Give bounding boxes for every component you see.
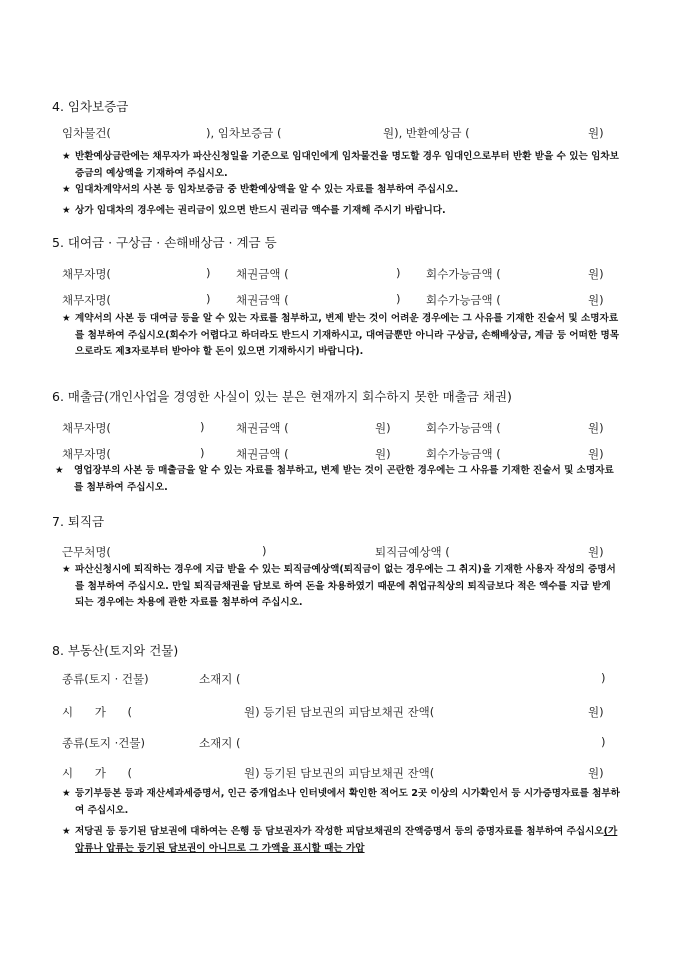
s5-row1-debtor: 채무자명( — [62, 267, 111, 281]
s8-price-1: 시 가 ( — [62, 705, 133, 719]
s5-row2-close: ) — [206, 292, 211, 306]
s6-row2-recover: 회수가능금액 ( — [426, 447, 501, 461]
s5-row1-recover: 회수가능금액 ( — [426, 267, 501, 281]
s8-note-1: ★ 등기부등본 등과 재산세과세증명서, 인근 중개업소나 인터넷에서 확인한 적어도 2곳 이상의 시가확인서 등 시가증명자료를 첨부하여 주십시오. — [62, 788, 620, 816]
s6-note: ★ 영업장부의 사본 등 매출금을 알 수 있는 자료를 첨부하고, 변제 받는 것이 곤란한 경우에는 그 사유를 기재한 진술서 및 소명자료를 첨부하여 주십시오. — [55, 465, 614, 493]
section-6-title: 6. 매출금(개인사업을 경영한 사실이 있는 분은 현재까지 회수하지 못한 매출금 채권) — [52, 389, 512, 404]
s5-row2-claim: 채권금액 ( — [236, 293, 289, 307]
s8-secured-1: 원) 등기된 담보권의 피담보채권 잔액( — [244, 705, 435, 719]
section-7-title: 7. 퇴직금 — [52, 514, 105, 529]
s6-row2-close: ) — [200, 446, 205, 460]
star-icon: ★ — [55, 465, 64, 476]
section-5-title: 5. 대여금 · 구상금 · 손해배상금 · 계금 등 — [52, 235, 277, 250]
s4-field-won: 원) — [588, 126, 604, 140]
s6-row2-claim: 채권금액 ( — [236, 447, 289, 461]
s6-row1-won: 원) — [375, 421, 391, 435]
star-icon: ★ — [62, 184, 71, 195]
star-icon: ★ — [62, 151, 71, 162]
s4-field-deposit: ), 임차보증금 ( — [206, 126, 282, 140]
s8-price-2: 시 가 ( — [62, 766, 133, 780]
section-8-title: 8. 부동산(토지와 건물) — [52, 643, 179, 658]
s6-row1-won2: 원) — [588, 421, 604, 435]
s5-row2-close2: ) — [396, 292, 401, 306]
s6-row2-won: 원) — [375, 447, 391, 461]
s8-location-2-close: ) — [601, 735, 606, 749]
s8-kind-2: 종류(토지 ·건물) — [62, 736, 145, 750]
s8-note-2-underlined: (가압류나 압류는 등기된 담보권이 아니므로 그 가액을 표시할 때는 가압 — [75, 826, 618, 854]
s5-row1-claim: 채권금액 ( — [236, 267, 289, 281]
s5-row1-close2: ) — [396, 266, 401, 280]
s5-row2-debtor: 채무자명( — [62, 293, 111, 307]
s8-kind-1: 종류(토지 · 건물) — [62, 672, 149, 686]
s7-note: ★ 파산신청시에 퇴직하는 경우에 지급 받을 수 있는 퇴직금예상액(퇴직금이 없는 경우에는 그 취지)을 기재한 사용자 작성의 증명서를 첨부하여 주십시오. 만일 퇴직금채권을 담보로 하여 돈을 차용하였기 때문에 취업규칙상의 퇴직금보다 적은 액수를 지급 받게 되는 경우에는 차용에 관한 자료를 첨부하여 주십시오. — [62, 564, 616, 609]
s5-row1-won: 원) — [588, 267, 604, 281]
s8-note-2: ★ 저당권 등 등기된 담보권에 대하여는 은행 등 담보권자가 작성한 피담보채권의 잔액증명서 등의 증명자료를 첨부하여 주십시오(가압류나 압류는 등기된 담보권이 아니므로 그 가액을 표시할 때는 가압 — [62, 826, 618, 854]
s6-row1-claim: 채권금액 ( — [236, 421, 289, 435]
s5-row1-close: ) — [206, 266, 211, 280]
s7-severance: 퇴직금예상액 ( — [375, 545, 450, 559]
s4-note-1: ★ 반환예상금란에는 채무자가 파산신청일을 기준으로 임대인에게 임차물건을 명도할 경우 임대인으로부터 반환 받을 수 있는 임차보증금의 예상액을 기재하여 주십시오. — [62, 151, 619, 179]
s4-field-return: 원), 반환예상금 ( — [383, 126, 470, 140]
s7-workplace: 근무처명( — [62, 545, 111, 559]
star-icon: ★ — [62, 313, 71, 324]
star-icon: ★ — [62, 826, 71, 837]
s4-note-3: ★ 상가 임대차의 경우에는 권리금이 있으면 반드시 권리금 액수를 기재해 주시기 바랍니다. — [62, 203, 622, 220]
s8-location-1-close: ) — [601, 671, 606, 685]
s6-row2-won2: 원) — [588, 447, 604, 461]
s8-won-1: 원) — [588, 705, 604, 719]
s6-row1-recover: 회수가능금액 ( — [426, 421, 501, 435]
s5-row2-recover: 회수가능금액 ( — [426, 293, 501, 307]
s8-location-1: 소재지 ( — [199, 672, 241, 686]
s7-close: ) — [262, 544, 267, 558]
s6-row1-close: ) — [200, 420, 205, 434]
s8-location-2: 소재지 ( — [199, 736, 241, 750]
star-icon: ★ — [62, 205, 71, 216]
star-icon: ★ — [62, 788, 71, 799]
s6-row2-debtor: 채무자명( — [62, 447, 111, 461]
section-4-title: 4. 임차보증금 — [52, 99, 129, 114]
s8-secured-2: 원) 등기된 담보권의 피담보채권 잔액( — [244, 766, 435, 780]
s8-won-2: 원) — [588, 766, 604, 780]
star-icon: ★ — [62, 564, 71, 575]
s5-note: ★ 계약서의 사본 등 대여금 등을 알 수 있는 자료를 첨부하고, 변제 받는 것이 어려운 경우에는 그 사유를 기재한 진술서 및 소명자료를 첨부하여 주십시오(회수가 어렵다고 하더라도 반드시 기재하시고, 대여금뿐만 아니라 구상금, 손해배상금, 계금 등 어떠한 명목으로라도 제3자로부터 받아야 할 돈이 있으면 기재하시기 바랍니다). — [62, 313, 619, 358]
s6-row1-debtor: 채무자명( — [62, 421, 111, 435]
s7-won: 원) — [588, 545, 604, 559]
s4-field-item: 임차물건( — [62, 126, 111, 140]
s4-note-2: ★ 임대차계약서의 사본 등 임차보증금 중 반환예상액을 알 수 있는 자료를 첨부하여 주십시오. — [62, 182, 622, 199]
s5-row2-won: 원) — [588, 293, 604, 307]
